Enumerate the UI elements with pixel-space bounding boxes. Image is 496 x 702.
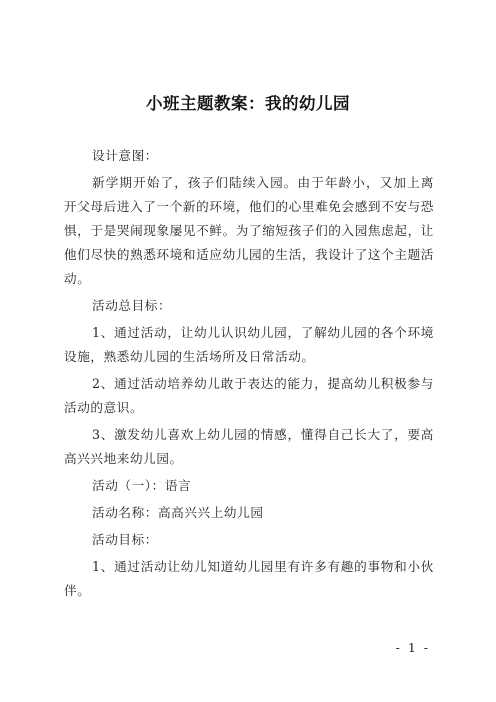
paragraph-goal-1: 1、通过活动，让幼儿认识幼儿园，了解幼儿园的各个环境设施，熟悉幼儿园的生活场所及日常活动。 [64, 325, 434, 364]
paragraph-overall-goals-heading: 活动总目标： [92, 298, 172, 313]
page-number: - 1 - [395, 640, 430, 655]
paragraph-activity-goal-1: 1、通过活动让幼儿知道幼儿园里有许多有趣的事物和小伙伴。 [64, 559, 434, 598]
paragraph-activity-goals-heading: 活动目标： [92, 532, 158, 547]
paragraph-goal-3: 3、激发幼儿喜欢上幼儿园的情感，懂得自己长大了，要高高兴兴地来幼儿园。 [64, 427, 434, 466]
paragraph-design-intent: 新学期开始了，孩子们陆续入园。由于年龄小，又加上离开父母后进入了一个新的环境，他们的心里难免会感到不安与恐惧，于是哭闹现象屡见不鲜。为了缩短孩子们的入园焦虑起，让他们尽快的熟悉环境和适应幼儿园的生活，我设计了这个主题活动。 [64, 175, 434, 286]
paragraph-goal-2: 2、通过活动培养幼儿敢于表达的能力，提高幼儿积极参与活动的意识。 [64, 376, 434, 415]
paragraph-design-intent-heading: 设计意图： [92, 148, 158, 163]
document-body [64, 144, 434, 606]
paragraph-activity-1-heading: 活动（一）：语言 [92, 478, 192, 493]
paragraph-activity-name: 活动名称：高高兴兴上幼儿园 [92, 505, 264, 520]
document-title: 小班主题教案：我的幼儿园 [146, 94, 350, 113]
